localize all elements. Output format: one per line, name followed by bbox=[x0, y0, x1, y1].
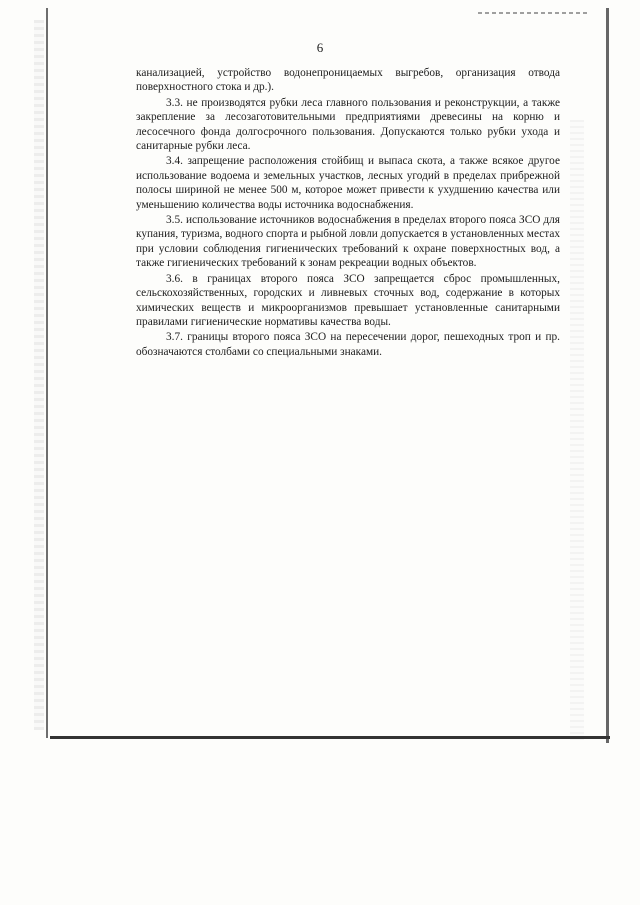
paragraph-3-5: 3.5. использование источников водоснабжения в пределах второго пояса ЗСО для купания, туризма, водного спорта и рыбной ловли допускается в установленных местах при условии соблюдения гигиенических требований к охране поверхностных вод, а также гигиенических требований к зонам рекреации водных объектов. bbox=[136, 214, 560, 270]
paragraph-3-3: 3.3. не производятся рубки леса главного пользования и реконструкции, а также закрепление за лесозаготовительными предприятиями древесины на корню и лесосечного фонда долгосрочного пользования. Допускаются только рубки ухода и санитарные рубки леса. bbox=[136, 96, 560, 153]
paragraph-3-6: 3.6. в границах второго пояса ЗСО запрещается сброс промышленных, сельскохозяйственных, городских и ливневых сточных вод, содержание в которых химических веществ и микроорганизмов превышает установленные санитарными правилами гигиенические нормативы качества воды. bbox=[136, 272, 560, 328]
scan-edge-bottom bbox=[50, 736, 610, 739]
scan-edge-right bbox=[606, 8, 609, 743]
scan-edge-top-mark bbox=[478, 12, 588, 14]
paragraph-3-4: 3.4. запрещение расположения стойбищ и выпаса скота, а также всякое другое использование водоема и земельных участков, лесных угодий в пределах прибрежной полосы шириной не менее 500 м, которое может привести к ухудшению качества или уменьшению количества воды источника водоснабжения. bbox=[136, 155, 560, 211]
document-body bbox=[136, 66, 560, 360]
page-number: 6 bbox=[316, 40, 324, 55]
paragraph-3-7: 3.7. границы второго пояса ЗСО на пересечении дорог, пешеходных троп и пр. обозначаются столбами со специальными знаками. bbox=[136, 331, 560, 358]
scan-edge-left bbox=[46, 8, 48, 738]
scan-edge-shadow-right bbox=[570, 120, 584, 740]
scan-edge-shadow-left bbox=[34, 20, 44, 730]
paragraph-continuation: канализацией, устройство водонепроницаемых выгребов, организация отвода поверхностного стока и др.). bbox=[136, 67, 560, 94]
